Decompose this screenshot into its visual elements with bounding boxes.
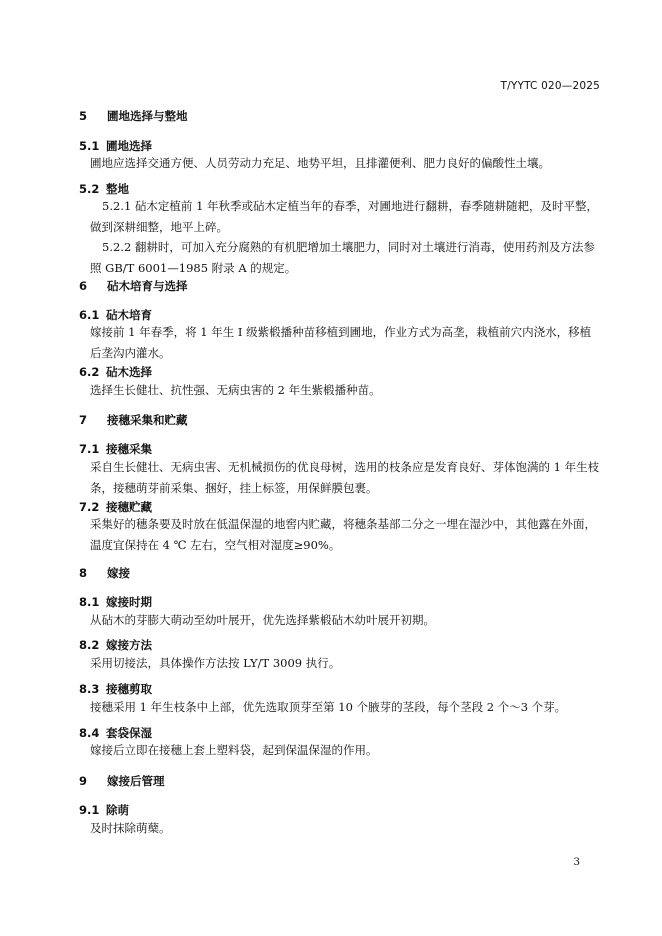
subsection-number: 8.4 (79, 726, 100, 740)
subsection-heading-5-2 (79, 181, 129, 197)
subsection-number: 9.1 (79, 803, 100, 817)
subsection-title: 砧木选择 (106, 365, 152, 379)
section-heading-7 (79, 412, 188, 428)
subsection-title: 接穗剪取 (106, 682, 152, 696)
section-number: 9 (79, 774, 88, 788)
section-title: 接穗采集和贮藏 (107, 413, 188, 427)
section-number: 7 (79, 413, 88, 427)
subsection-number: 8.2 (79, 638, 100, 652)
subsection-heading-6-2 (79, 364, 152, 380)
section-number: 8 (79, 566, 88, 580)
paragraph-8-4: 嫁接后立即在接穗上套上塑料袋，起到保温保湿的作用。 (90, 743, 378, 757)
subsection-title: 整地 (106, 182, 129, 196)
paragraph-7-1: 采自生长健壮、无病虫害、无机械损伤的优良母树，选用的枝条应是发育良好、芽体饱满的 1 年生枝条，接穗萌芽前采集、捆好，挂上标签，用保鲜膜包裹。 (90, 460, 600, 495)
section-title: 圃地选择与整地 (107, 109, 188, 123)
subsection-number: 8.1 (79, 595, 100, 609)
subsection-title: 接穗采集 (106, 442, 152, 456)
document-id-header: T/YYTC 020—2025 (500, 80, 600, 92)
subsection-title: 接穗贮藏 (106, 500, 152, 514)
paragraph-8-1: 从砧木的芽膨大萌动至幼叶展开，优先选择紫椴砧木幼叶展开初期。 (90, 613, 435, 627)
paragraph-9-1: 及时抹除萌蘖。 (90, 821, 171, 835)
subsection-number: 5.2 (79, 182, 100, 196)
paragraph-5-2-1: 5.2.1 砧木定植前 1 年秋季或砧木定植当年的春季，对圃地进行翻耕，春季随耕随耙，及时平整，做到深耕细整，地平上碎。 (90, 199, 599, 234)
page-number: 3 (573, 856, 580, 868)
subsection-number: 7.1 (79, 442, 100, 456)
subsection-number: 5.1 (79, 139, 100, 153)
subsection-heading-8-1 (79, 594, 152, 610)
section-heading-9 (79, 773, 165, 789)
subsection-title: 砧木培育 (106, 308, 152, 322)
subsection-heading-7-2 (79, 499, 152, 515)
section-number: 5 (79, 109, 88, 123)
subsection-title: 嫁接方法 (106, 638, 152, 652)
subsection-number: 7.2 (79, 500, 100, 514)
paragraph-6-1: 嫁接前 1 年春季，将 1 年生 Ⅰ 级紫椴播种苗移植到圃地，作业方式为高垄，栽植前穴内浇水，移植后垄沟内灌水。 (90, 325, 592, 360)
subsection-title: 套袋保湿 (106, 726, 152, 740)
paragraph-7-2: 采集好的穗条要及时放在低温保湿的地窖内贮藏，将穗条基部二分之一埋在湿沙中，其他露在外面，温度宜保持在 4 ℃ 左右，空气相对湿度≥90%。 (90, 517, 596, 552)
paragraph-8-3: 接穗采用 1 年生枝条中上部，优先选取顶芽至第 10 个腋芽的茎段，每个茎段 2 个～3 个芽。 (90, 700, 567, 714)
section-title: 嫁接 (107, 566, 130, 580)
subsection-number: 6.1 (79, 308, 100, 322)
subsection-heading-9-1 (79, 802, 129, 818)
section-heading-6 (79, 278, 188, 294)
subsection-heading-5-1 (79, 138, 152, 154)
subsection-heading-7-1 (79, 441, 152, 457)
subsection-heading-8-2 (79, 637, 152, 653)
subsection-number: 6.2 (79, 365, 100, 379)
subsection-title: 嫁接时期 (106, 595, 152, 609)
subsection-title: 圃地选择 (106, 139, 152, 153)
section-heading-5 (79, 108, 188, 124)
subsection-title: 除萌 (106, 803, 129, 817)
paragraph-5-2-2: 5.2.2 翻耕时，可加入充分腐熟的有机肥增加土壤肥力，同时对土壤进行消毒，使用药剂及方法参照 GB/T 6001—1985 附录 A 的规定。 (90, 240, 595, 275)
subsection-number: 8.3 (79, 682, 100, 696)
section-heading-8 (79, 565, 130, 581)
subsection-heading-8-4 (79, 725, 152, 741)
paragraph-5-1: 圃地应选择交通方便、人员劳动力充足、地势平坦，且排灌便利、肥力良好的偏酸性土壤。 (90, 156, 550, 170)
paragraph-8-2: 采用切接法，具体操作方法按 LY/T 3009 执行。 (90, 656, 341, 670)
section-title: 嫁接后管理 (107, 774, 165, 788)
subsection-heading-8-3 (79, 681, 152, 697)
section-number: 6 (79, 279, 88, 293)
subsection-heading-6-1 (79, 307, 152, 323)
section-title: 砧木培育与选择 (107, 279, 188, 293)
paragraph-6-2: 选择生长健壮、抗性强、无病虫害的 2 年生紫椴播种苗。 (90, 383, 381, 397)
